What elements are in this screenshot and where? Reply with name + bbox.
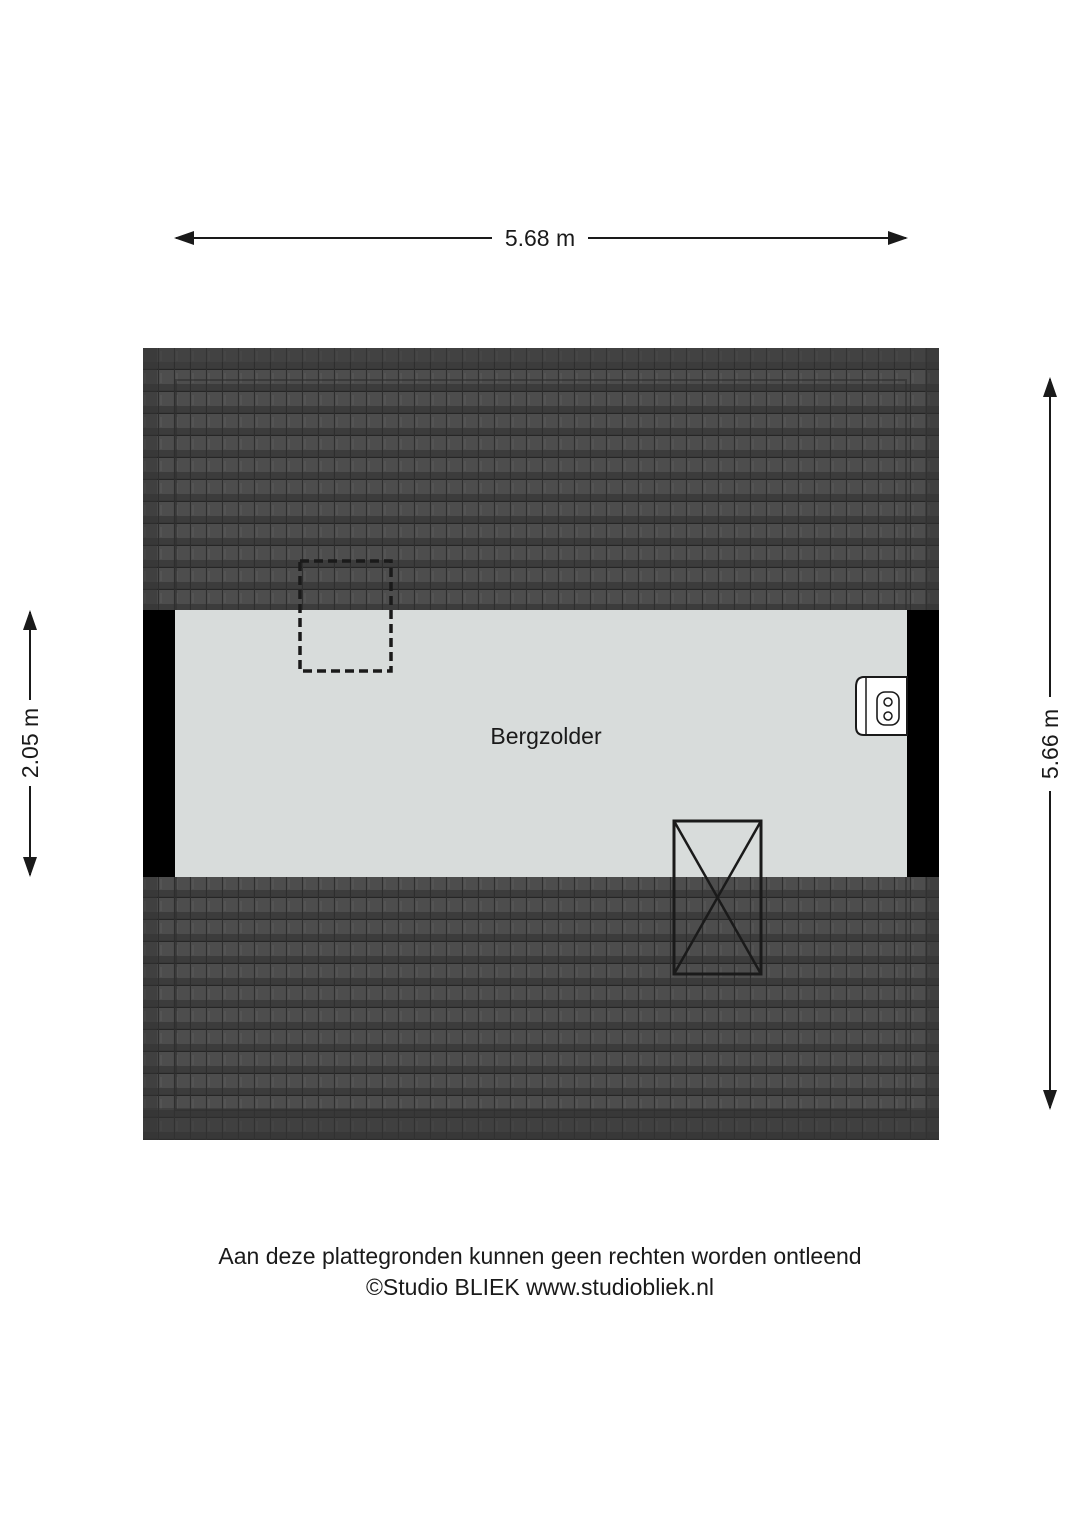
room-label: Bergzolder xyxy=(490,723,602,749)
depth-dimension-label: 5.66 m xyxy=(1037,708,1063,780)
roof-edge-bottom xyxy=(143,1108,939,1140)
wall-left xyxy=(143,610,175,877)
width-dimension-label: 5.68 m xyxy=(504,225,576,251)
wall-right xyxy=(907,610,939,877)
room-height-label: 2.05 m xyxy=(17,707,43,779)
roof-edge-top xyxy=(143,348,939,362)
room-height-dimension xyxy=(17,612,43,875)
room xyxy=(143,610,939,877)
depth-dimension xyxy=(1037,379,1063,1108)
copyright-text: ©Studio BLIEK www.studiobliek.nl xyxy=(365,1274,715,1300)
boiler-unit xyxy=(856,677,907,735)
width-dimension xyxy=(176,225,906,251)
disclaimer-text: Aan deze plattegronden kunnen geen rechten worden ontleend xyxy=(218,1243,862,1269)
